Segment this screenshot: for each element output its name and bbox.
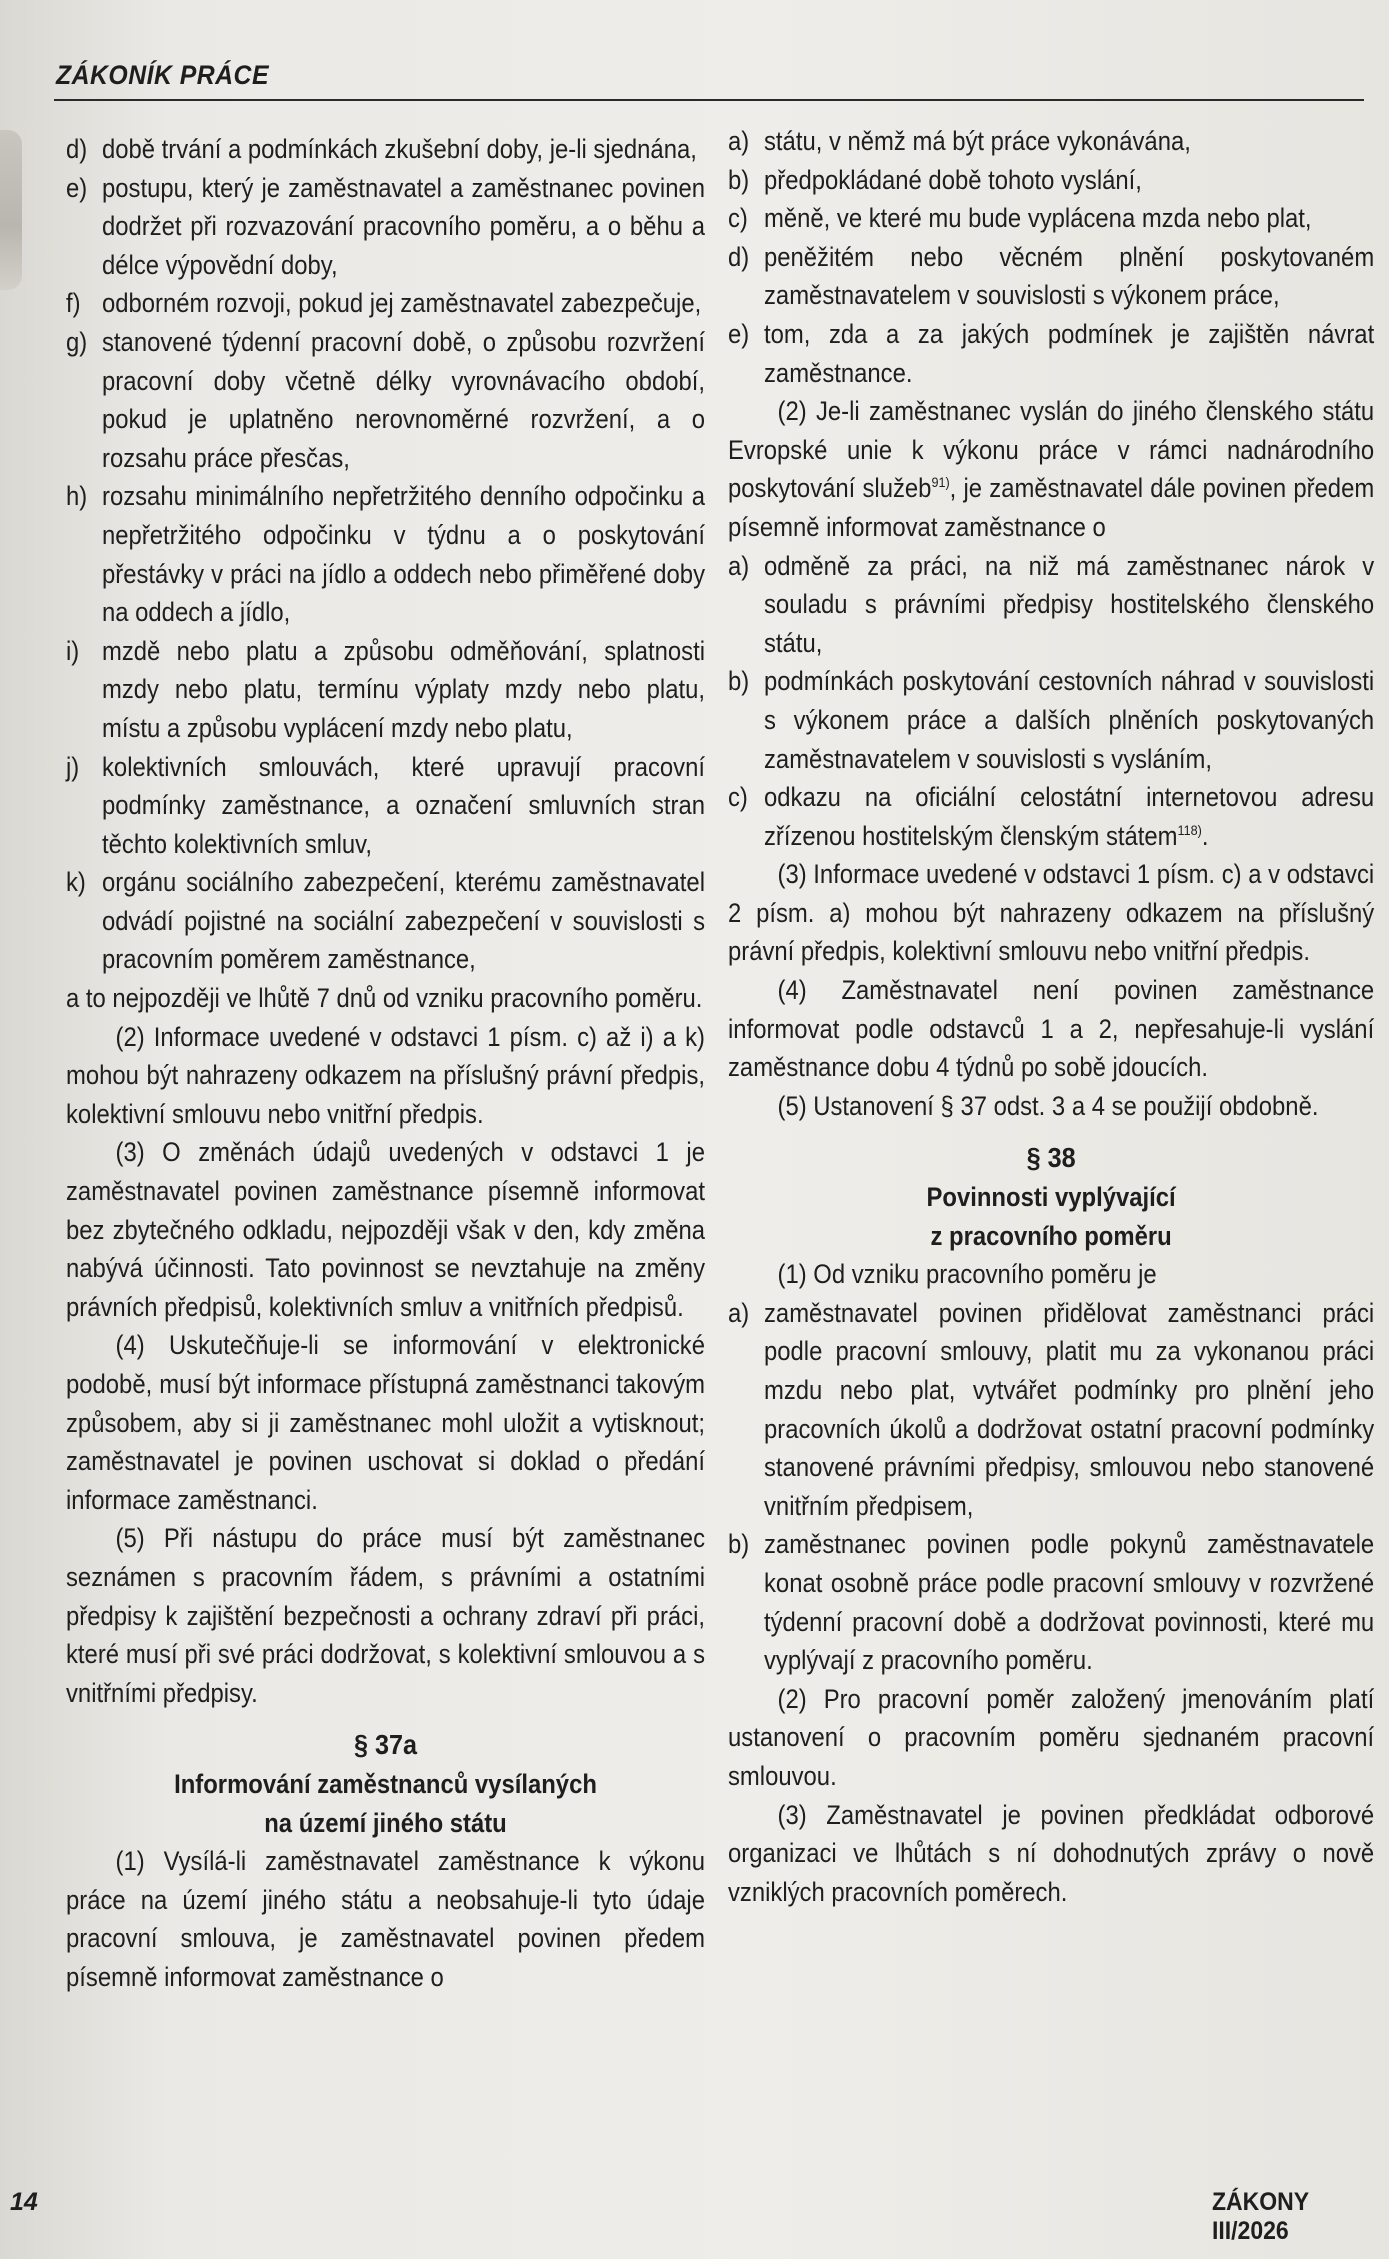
list-item: b) zaměstnanec povinen podle pokynů zaměstnavatele konat osobně práce podle pracovní smlouvy v rozvržené týdenní pracovní době a dodržovat povinnosti, které mu vyplývají z pracovního poměru. [728, 1529, 1375, 1676]
paragraph-4: (4) Zaměstnavatel není povinen zaměstnance informovat podle odstavců 1 a 2, nepřesahuje-li vyslání zaměstnance dobu 4 týdnů po sobě jdoucích. [728, 975, 1375, 1083]
paragraph-37a-1: (1) Vysílá-li zaměstnavatel zaměstnance k výkonu práce na území jiného státu a neobsahuje-li tyto údaje pracovní smlouva, je zaměstnavatel povinen předem písemně informovat zaměstnance o [66, 1846, 705, 1992]
list-item: c) odkazu na oficiální celostátní internetovou adresu zřízenou hostitelským členským státem$^{118)}$. [728, 782, 1375, 851]
section-title-38-line1: Povinnosti vyplývající [926, 1182, 1176, 1213]
list-item: a) odměně za práci, na niž má zaměstnanec nárok v souladu s právními předpisy hostitelského členského státu, [728, 550, 1375, 658]
list-item: d) peněžitém nebo věcném plnění poskytovaném zaměstnavatelem v souvislosti s výkonem práce, [728, 241, 1375, 311]
list-item: a) zaměstnavatel povinen přidělovat zaměstnanci práci podle pracovní smlouvy, platit mu za vykonanou práci mzdu nebo plat, vytvářet podmínky pro plnění jeho pracovních úkolů a dodržovat ostatní pracovní podmínky stanovené právními předpisy, smlouvou nebo stanovené vnitřním předpisem, [728, 1297, 1375, 1521]
paragraph-3: (3) O změnách údajů uvedených v odstavci 1 je zaměstnavatel povinen zaměstnance písemně informovat bez zbytečného odkladu, nejpozději však v den, kdy změna nabývá účinnosti. Tato povinnost se nevztahuje na změny právních předpisů, kolektivních smluv a vnitřních předpisů. [66, 1137, 705, 1322]
running-header: ZÁKONÍK PRÁCE [56, 60, 269, 90]
list-item: d) době trvání a podmínkách zkušební doby, je-li sjednána, [66, 134, 697, 164]
left-column [66, 130, 705, 1997]
paragraph-5: (5) Při nástupu do práce musí být zaměstnanec seznámen s pracovním řádem, s právními a ostatními předpisy k zajištění bezpečnosti a ochrany zdraví při práci, které musí při své práci dodržovat, s kolektivní smlouvou a s vnitřními předpisy. [66, 1523, 705, 1708]
list-item: h) rozsahu minimálního nepřetržitého denního odpočinku a nepřetržitého odpočinku v týdnu a o poskytování přestávky v práci na jídlo a oddech nebo přiměřené doby na oddech a jídlo, [66, 481, 705, 628]
section-title-37a-line1: Informování zaměstnanců vysílaných [174, 1768, 597, 1799]
header-rule [54, 99, 1364, 101]
list-item: f) odborném rozvoji, pokud jej zaměstnavatel zabezpečuje, [66, 288, 702, 319]
list-item: j) kolektivních smlouvách, které upravují pracovní podmínky zaměstnance, a označení smluvních stran těchto kolektivních smluv, [66, 751, 705, 859]
footnote-ref: 91) [931, 474, 950, 491]
left-item-list [66, 130, 705, 979]
page-edge-shadow [0, 130, 22, 290]
list-item: e) tom, zda a za jakých podmínek je zajištěn návrat zaměstnance. [728, 318, 1375, 388]
paragraph-2: (2) Je-li zaměstnanec vyslán do jiného členského státu Evropské unie k výkonu práce v rámci nadnárodního poskytování služeb$^{91)}$, je zaměstnavatel dále povinen předem písemně informovat zaměstnance o [728, 396, 1375, 542]
list-item: a) státu, v němž má být práce vykonávána, [728, 126, 1191, 156]
list-item: k) orgánu sociálního zabezpečení, kterému zaměstnavatel odvádí pojistné na sociální zabezpečení v souvislosti s pracovním poměrem zaměstnance, [66, 867, 705, 975]
section-title-37a-line2: na území jiného státu [264, 1807, 507, 1838]
page-number: 14 [10, 2188, 38, 2216]
list-continuation: a to nejpozději ve lhůtě 7 dnů od vzniku pracovního poměru. [66, 983, 703, 1014]
paragraph-5: (5) Ustanovení § 37 odst. 3 a 4 se použijí obdobně. [777, 1090, 1319, 1121]
list-item: g) stanovené týdenní pracovní době, o způsobu rozvržení pracovní doby včetně délky vyrovnávacího období, pokud je uplatněno nerovnoměrné rozvržení, a o rozsahu práce přesčas, [66, 326, 705, 473]
footnote-ref: 118) [1177, 821, 1202, 838]
list-item: b) předpokládané době tohoto vyslání, [728, 164, 1142, 195]
paragraph-38-1: (1) Od vzniku pracovního poměru je [777, 1259, 1157, 1290]
list-item: b) podmínkách poskytování cestovních náhrad v souvislosti s výkonem práce a dalších plněních poskytovaných zaměstnavatelem v souvislosti s vysláním, [728, 666, 1375, 774]
paragraph-38-2: (2) Pro pracovní poměr založený jmenováním platí ustanovení o pracovním poměru sjednaném pracovní smlouvou. [728, 1683, 1375, 1791]
paragraph-3: (3) Informace uvedené v odstavci 1 písm. c) a v odstavci 2 písm. a) mohou být nahrazeny odkazem na příslušný právní předpis, kolektivní smlouvu nebo vnitřní předpis. [728, 859, 1375, 967]
paragraph-2: (2) Informace uvedené v odstavci 1 písm. c) až i) a k) mohou být nahrazeny odkazem na příslušný právní předpis, kolektivní smlouvu nebo vnitřní předpis. [66, 1021, 705, 1129]
section-number-37a: § 37a [353, 1729, 418, 1761]
paragraph-38-3: (3) Zaměstnavatel je povinen předkládat odborové organizaci ve lhůtách s ní dohodnutých zprávy o nově vzniklých pracovních poměrech. [728, 1799, 1375, 1907]
list-item: i) mzdě nebo platu a způsobu odměňování, splatnosti mzdy nebo platu, termínu výplaty mzdy nebo platu, místu a způsobu vyplácení mzdy nebo platu, [66, 635, 705, 743]
section-title-38-line2: z pracovního poměru [930, 1220, 1172, 1251]
list-item: c) měně, ve které mu bude vyplácena mzda nebo plat, [728, 203, 1312, 234]
section-number-38: § 38 [1026, 1142, 1076, 1174]
list-item: e) postupu, který je zaměstnavatel a zaměstnanec povinen dodržet při rozvazování pracovního poměru, a o běhu a délce výpovědní doby, [66, 172, 705, 280]
right-column [728, 122, 1374, 1911]
paragraph-4: (4) Uskutečňuje-li se informování v elektronické podobě, musí být informace přístupná zaměstnanci takovým způsobem, aby si ji zaměstnanec mohl uložit a vytisknout; zaměstnavatel je povinen uschovat si doklad o předání informace zaměstnanci. [66, 1330, 705, 1515]
publication-label: ZÁKONY III/2026 [1212, 2188, 1309, 2245]
